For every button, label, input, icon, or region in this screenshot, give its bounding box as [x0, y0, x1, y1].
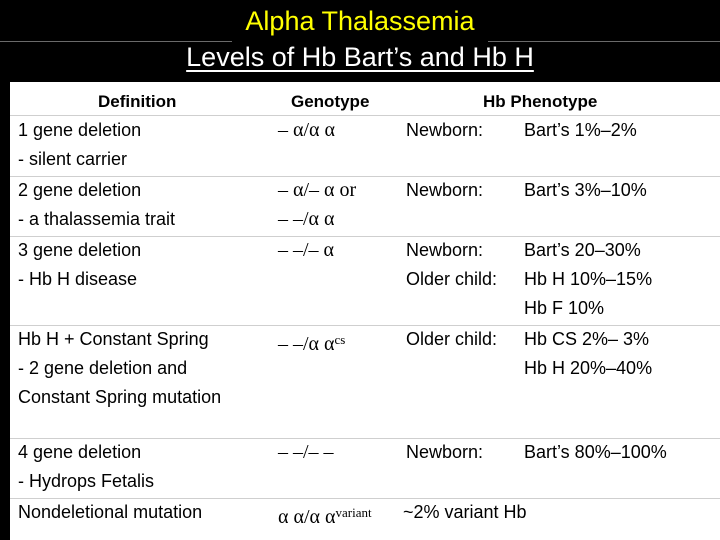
row3-genotype: – –/– α	[278, 239, 335, 261]
row5-definition-1: 4 gene deletion	[18, 442, 142, 462]
row1-phenotype-value: Bart’s 1%–2%	[524, 120, 637, 140]
row2-phenotype-label: Newborn:	[406, 180, 484, 200]
slide-title: Alpha Thalassemia	[245, 6, 475, 36]
row3-definition-2: - Hb H disease	[18, 269, 138, 289]
row4-definition-1: Hb H + Constant Spring	[18, 329, 209, 349]
row1-genotype: – α/α α	[278, 119, 335, 141]
row1-definition-2: - silent carrier	[18, 149, 128, 169]
row4-phenotype-value-2: Hb H 20%–40%	[524, 358, 653, 378]
row4-genotype-base: – –/α α	[278, 333, 335, 355]
row6-phenotype: ~2% variant Hb	[403, 502, 527, 522]
row4-definition-2: - 2 gene deletion and	[18, 358, 188, 378]
row4-genotype	[278, 325, 345, 359]
row4-phenotype-label-1: Older child:	[406, 329, 498, 349]
row4-definition-3: Constant Spring mutation	[18, 387, 222, 407]
row6-genotype-base: α α/α α	[278, 506, 336, 528]
row2-definition-1: 2 gene deletion	[18, 180, 142, 200]
row3-phenotype-value-3: Hb F 10%	[524, 298, 605, 318]
row3-definition-1: 3 gene deletion	[18, 240, 142, 260]
row2-genotype-1: – α/– α or	[278, 179, 357, 201]
row5-phenotype-label: Newborn:	[406, 442, 484, 462]
header-phenotype: Hb Phenotype	[483, 92, 598, 111]
row6-genotype-superscript: variant	[335, 505, 372, 520]
row6-definition: Nondeletional mutation	[18, 502, 203, 522]
row1-definition-1: 1 gene deletion	[18, 120, 142, 140]
title-area	[0, 0, 720, 82]
row2-phenotype-value: Bart’s 3%–10%	[524, 180, 647, 200]
row3-phenotype-label-1: Newborn:	[406, 240, 484, 260]
thalassemia-table	[10, 82, 720, 540]
row6-genotype	[278, 498, 372, 532]
row5-definition-2: - Hydrops Fetalis	[18, 471, 155, 491]
row3-phenotype-value-2: Hb H 10%–15%	[524, 269, 653, 289]
row5-phenotype-value: Bart’s 80%–100%	[524, 442, 667, 462]
row3-phenotype-label-2: Older child:	[406, 269, 498, 289]
row5-genotype: – –/– –	[278, 441, 334, 463]
header-genotype: Genotype	[291, 92, 370, 111]
row2-definition-2: - a thalassemia trait	[18, 209, 176, 229]
row3-phenotype-value-1: Bart’s 20–30%	[524, 240, 641, 260]
row4-phenotype-value-1: Hb CS 2%– 3%	[524, 329, 650, 349]
row4-genotype-superscript: cs	[334, 332, 346, 347]
row1-phenotype-label: Newborn:	[406, 120, 484, 140]
slide-subtitle: Levels of Hb Bart’s and Hb H	[186, 42, 534, 72]
row2-genotype-2: – –/α α	[278, 208, 335, 230]
header-definition: Definition	[98, 92, 177, 111]
